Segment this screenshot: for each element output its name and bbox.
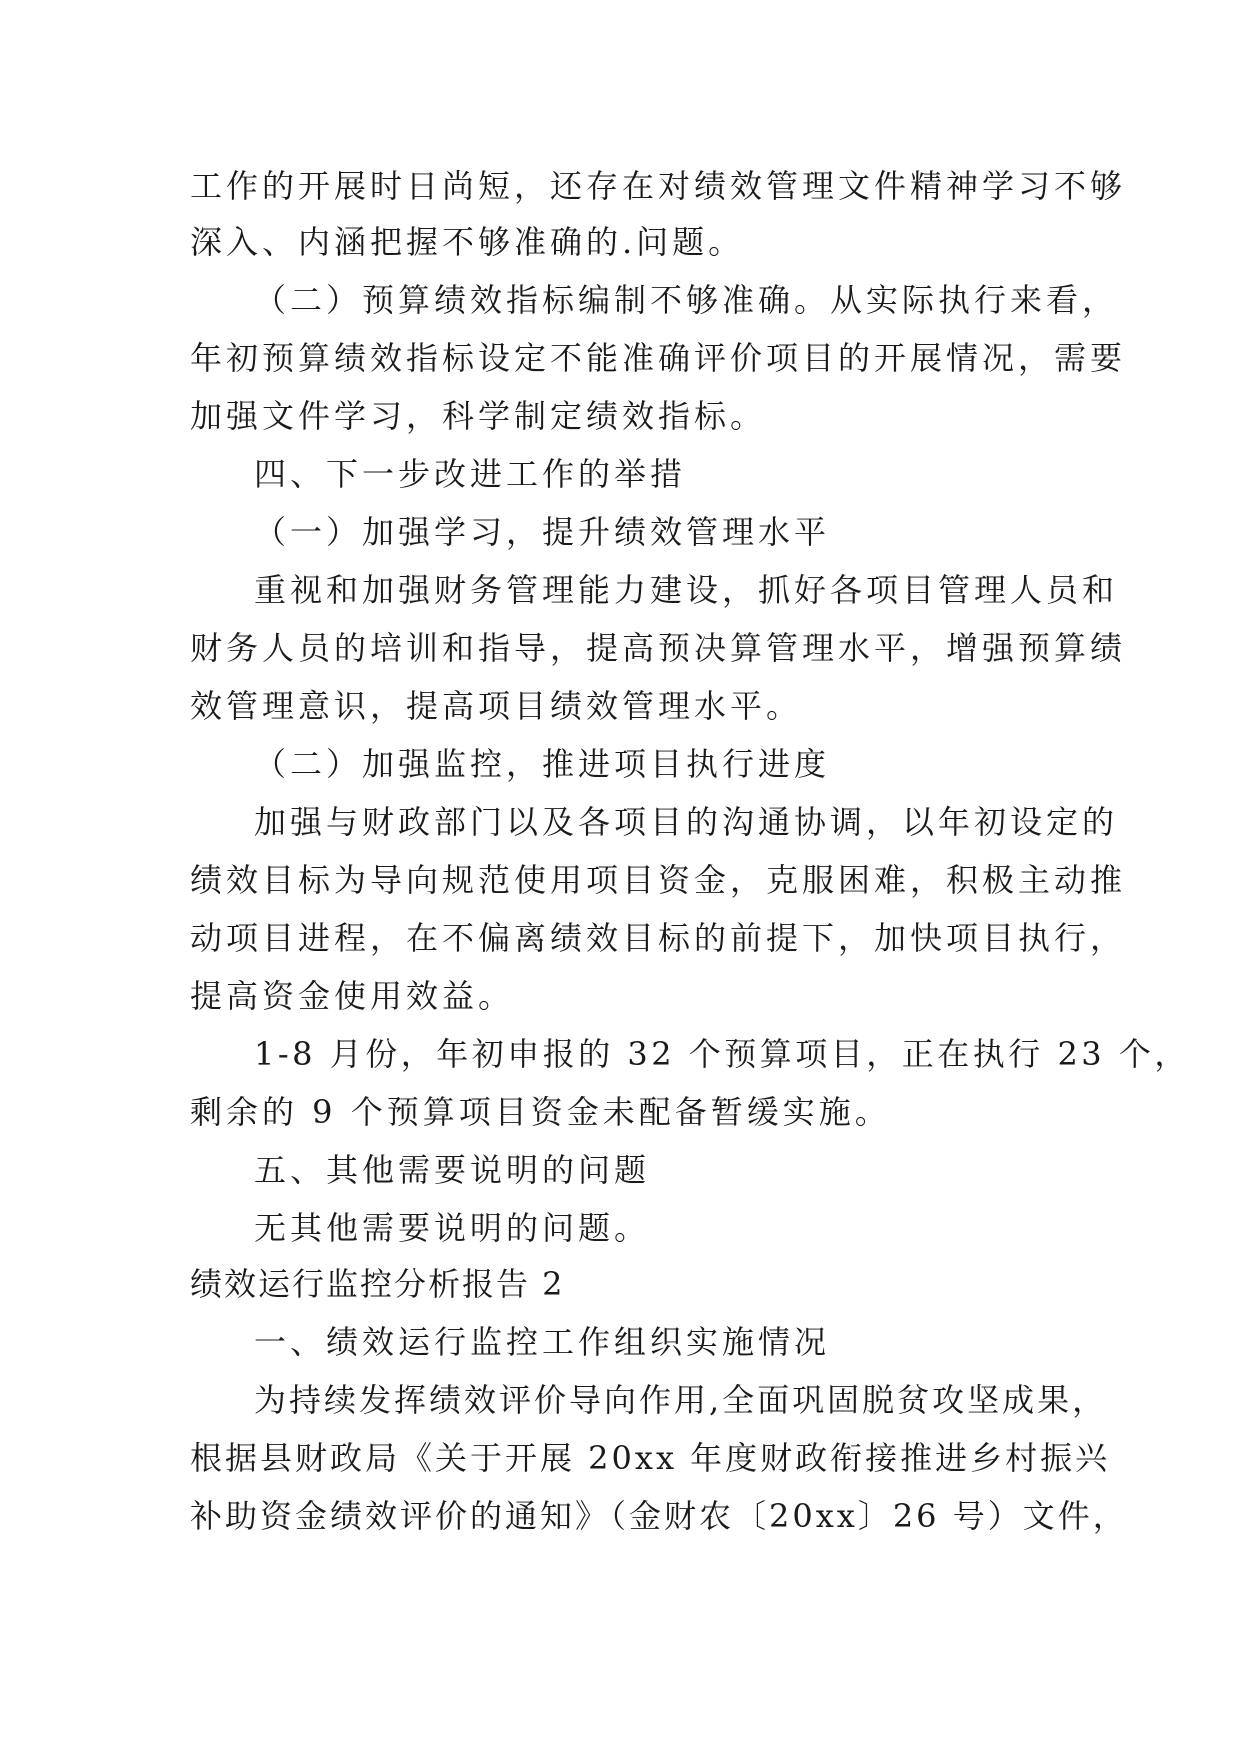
text-line: 加强与财政部门以及各项目的沟通协调，以年初设定的	[254, 803, 1119, 841]
text-line: 剩余的 9 个预算项目资金未配备暂缓实施。	[190, 1093, 891, 1131]
section-heading: 四、下一步改进工作的举措	[254, 455, 687, 493]
text-line: 效管理意识，提高项目绩效管理水平。	[190, 687, 803, 725]
text-line: 绩效目标为导向规范使用项目资金，克服困难，积极主动推	[190, 861, 1127, 899]
section-heading: 五、其他需要说明的问题	[254, 1151, 651, 1189]
text-line: 为持续发挥绩效评价导向作用,全面巩固脱贫攻坚成果，	[254, 1381, 1108, 1419]
text-line: 1-8 月份，年初申报的 32 个预算项目，正在执行 23 个，	[254, 1035, 1190, 1073]
text-line: 无其他需要说明的问题。	[254, 1209, 651, 1247]
text-line: 加强文件学习，科学制定绩效指标。	[190, 397, 767, 435]
text-line: 动项目进程，在不偏离绩效目标的前提下，加快项目执行，	[190, 919, 1127, 957]
text-line: 根据县财政局《关于开展 20xx 年度财政衔接推进乡村振兴	[190, 1439, 1111, 1477]
text-line: 工作的开展时日尚短，还存在对绩效管理文件精神学习不够	[190, 167, 1127, 205]
text-line: 深入、内涵把握不够准确的.问题。	[190, 223, 745, 261]
text-line: 财务人员的培训和指导，提高预决算管理水平，增强预算绩	[190, 629, 1127, 667]
text-line: （二）预算绩效指标编制不够准确。从实际执行来看，	[254, 281, 1119, 319]
section-heading: 一、绩效运行监控工作组织实施情况	[254, 1323, 831, 1361]
text-line: 提高资金使用效益。	[190, 977, 515, 1015]
report-title: 绩效运行监控分析报告 2	[190, 1265, 565, 1303]
subsection-heading: （二）加强监控，推进项目执行进度	[254, 745, 831, 783]
text-line: 补助资金绩效评价的通知》（金财农〔20xx〕26 号）文件，	[190, 1497, 1128, 1535]
text-line: 重视和加强财务管理能力建设，抓好各项目管理人员和	[254, 571, 1119, 609]
subsection-heading: （一）加强学习，提升绩效管理水平	[254, 513, 831, 551]
text-line: 年初预算绩效指标设定不能准确评价项目的开展情况，需要	[190, 339, 1127, 377]
